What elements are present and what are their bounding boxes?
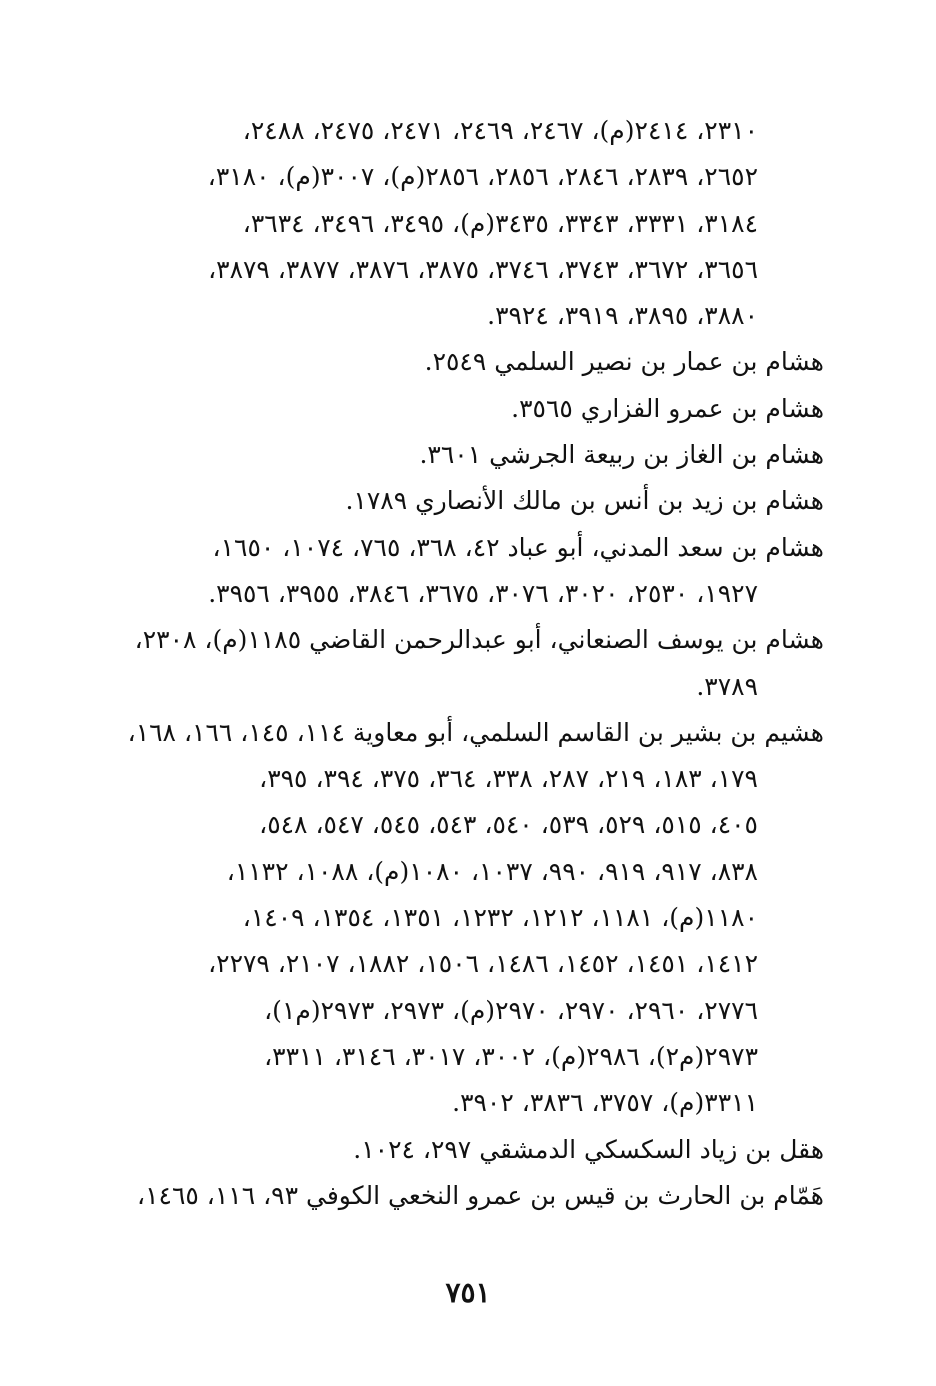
entry-continuation-line: ١٤١٢، ١٤٥١، ١٤٥٢، ١٤٨٦، ١٥٠٦، ١٨٨٢، ٢١٠٧، ٢٢٧٩،	[208, 949, 758, 979]
entry-line: هشام بن يوسف الصنعاني، أبو عبدالرحمن القاضي ١١٨٥(م)، ٢٣٠٨،	[134, 625, 824, 655]
entry-line: هَمّام بن الحارث بن قيس بن عمرو النخعي الكوفي ٩٣، ١١٦، ١٤٦٥،	[137, 1180, 824, 1210]
entry-continuation-line: ٢٧٧٦، ٢٩٦٠، ٢٩٧٠، ٢٩٧٠(م)، ٢٩٧٣، ٢٩٧٣(م١)،	[264, 995, 758, 1025]
entry-line: هشام بن الغاز بن ربيعة الجرشي ٣٦٠١.	[419, 440, 824, 470]
entry-continuation-line: ٣٨٨٠، ٣٨٩٥، ٣٩١٩، ٣٩٢٤.	[487, 301, 758, 331]
entry-continuation-line: ٨٣٨، ٩١٧، ٩١٩، ٩٩٠، ١٠٣٧، ١٠٨٠(م)، ١٠٨٨، ١١٣٢،	[226, 856, 758, 886]
entry-line: هشام بن عمار بن نصير السلمي ٢٥٤٩.	[424, 347, 824, 377]
entry-line: هشام بن عمرو الفزاري ٣٥٦٥.	[511, 393, 824, 423]
entry-continuation-line: ٢٣١٠، ٢٤١٤(م)، ٢٤٦٧، ٢٤٦٩، ٢٤٧١، ٢٤٧٥، ٢٤٨٨،	[242, 116, 758, 145]
entry-continuation-line: ١١٨٠(م)، ١١٨١، ١٢١٢، ١٢٣٢، ١٣٥١، ١٣٥٤، ١٤٠٩،	[242, 903, 758, 933]
entry-line: هشام بن زيد بن أنس بن مالك الأنصاري ١٧٨٩.	[345, 486, 824, 516]
entry-continuation-line: ١٩٢٧، ٢٥٣٠، ٣٠٢٠، ٣٠٧٦، ٣٦٧٥، ٣٨٤٦، ٣٩٥٥، ٣٩٥٦.	[208, 578, 758, 608]
entry-continuation-line: ٢٦٥٢، ٢٨٣٩، ٢٨٤٦، ٢٨٥٦، ٢٨٥٦(م)، ٣٠٠٧(م)، ٣١٨٠،	[207, 162, 758, 192]
entry-continuation-line: ٣٧٨٩.	[696, 671, 758, 701]
entry-continuation-line: ٣١٨٤، ٣٣٣١، ٣٣٤٣، ٣٤٣٥(م)، ٣٤٩٥، ٣٤٩٦، ٣٦٣٤،	[242, 208, 758, 238]
entry-continuation-line: ٣٦٥٦، ٣٦٧٢، ٣٧٤٣، ٣٧٤٦، ٣٨٧٥، ٣٨٧٦، ٣٨٧٧، ٣٨٧٩،	[208, 254, 758, 284]
index-entries	[118, 108, 824, 1219]
entry-continuation-line: ٣٣١١(م)، ٣٧٥٧، ٣٨٣٦، ٣٩٠٢.	[452, 1088, 758, 1118]
entry-line: هقل بن زياد السكسكي الدمشقي ٢٩٧، ١٠٢٤.	[353, 1134, 824, 1164]
entry-continuation-line: ١٧٩، ١٨٣، ٢١٩، ٢٨٧، ٣٣٨، ٣٦٤، ٣٧٥، ٣٩٤، ٣٩٥،	[259, 764, 758, 794]
entry-continuation-line: ٢٩٧٣(م٢)، ٢٩٨٦(م)، ٣٠٠٢، ٣٠١٧، ٣١٤٦، ٣٣١١،	[264, 1041, 758, 1071]
entry-line: هشام بن سعد المدني، أبو عباد ٤٢، ٣٦٨، ٧٦٥، ١٠٧٤، ١٦٥٠،	[212, 532, 824, 562]
page-number: ٧٥١	[445, 1276, 491, 1309]
entry-continuation-line: ٤٠٥، ٥١٥، ٥٢٩، ٥٣٩، ٥٤٠، ٥٤٣، ٥٤٥، ٥٤٧، ٥٤٨،	[259, 810, 758, 840]
entry-line: هشيم بن بشير بن القاسم السلمي، أبو معاوية ١١٤، ١٤٥، ١٦٦، ١٦٨،	[127, 717, 824, 747]
